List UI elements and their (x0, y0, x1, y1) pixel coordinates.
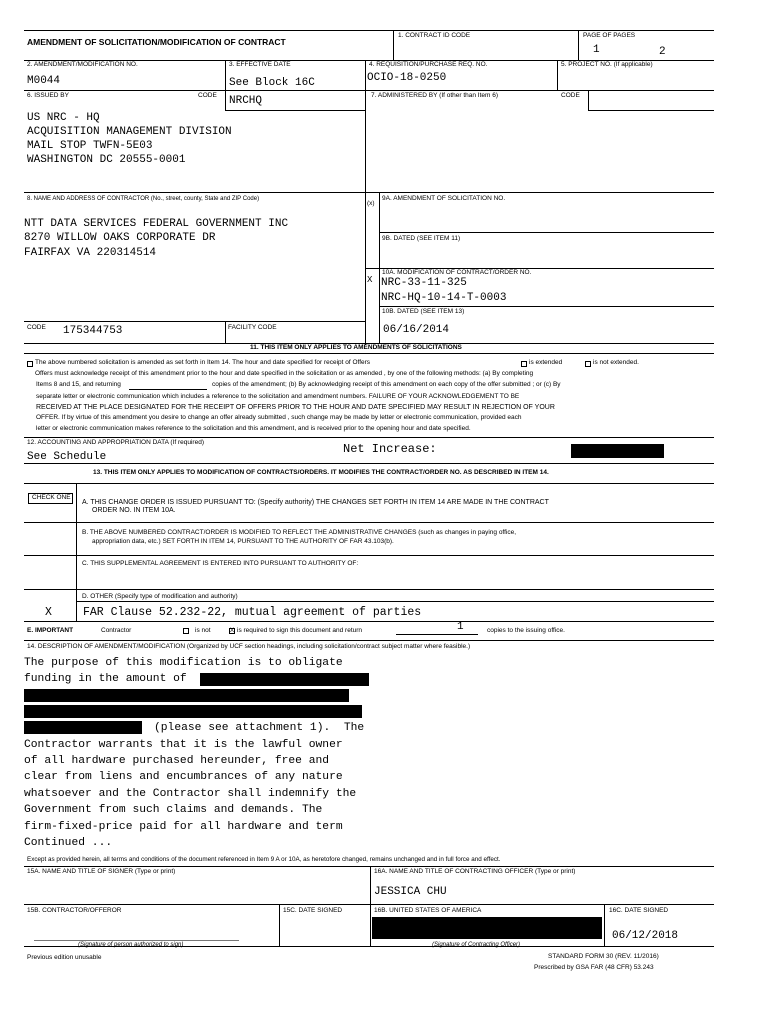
issued-by-line-2: ACQUISITION MANAGEMENT DIVISION (27, 126, 232, 138)
desc-line-2: funding in the amount of (24, 673, 187, 685)
previous-edition-note: Previous edition unusable (27, 954, 102, 961)
date-signed-15c-label: 15C. DATE SIGNED (283, 907, 343, 914)
desc-line-1: The purpose of this modification is to obligate (24, 657, 343, 669)
is-not-checkbox[interactable] (183, 628, 189, 634)
desc-line-5: (please see attachment 1). The (154, 722, 365, 734)
amendment-no-value: M0044 (27, 75, 61, 87)
description-label: 14. DESCRIPTION OF AMENDMENT/MODIFICATION (Organized by UCF section headings, including solicitation/contract subject matter where feasible.) (27, 643, 471, 650)
effective-date-label: 3. EFFECTIVE DATE (229, 61, 291, 68)
redacted-amount-4 (24, 721, 142, 734)
is-not-extended-label: is not extended. (593, 359, 639, 366)
issued-by-code: NRCHQ (229, 95, 263, 107)
contractor-signature-caption: (Signature of person authorized to sign) (78, 942, 184, 948)
item-13c-label: C. THIS SUPPLEMENTAL AGREEMENT IS ENTERED INTO PURSUANT TO AUTHORITY OF: (82, 560, 359, 567)
item-13d-label: D. OTHER (Specify type of modification and authority) (82, 593, 238, 600)
contractor-line-3: FAIRFAX VA 220314514 (24, 247, 157, 259)
col-x-label: (x) (367, 200, 375, 207)
item-11-line-3b: copies of the amendment; (b) By acknowledging receipt of this amendment on each copy of the offer submitted ; or (c) By (212, 381, 561, 388)
requisition-value: OCIO-18-0250 (367, 72, 447, 84)
is-extended-checkbox[interactable] (521, 361, 527, 367)
desc-line-11: firm-fixed-price paid for all hardware and term (24, 821, 343, 833)
desc-line-10: Government from such claims and demands. The (24, 804, 323, 816)
issued-by-code-label: CODE (198, 92, 217, 99)
effective-date-value: See Block 16C (229, 77, 315, 89)
copies-count: 1 (457, 621, 464, 633)
item-13b-line-1: B. THE ABOVE NUMBERED CONTRACT/ORDER IS MODIFIED TO REFLECT THE ADMINISTRATIVE CHANGES (such as changes in paying office, (82, 529, 517, 536)
contractor-offeror-label: 15B. CONTRACTOR/OFFEROR (27, 907, 122, 914)
item-11-heading: 11. THIS ITEM ONLY APPLIES TO AMENDMENTS OF SOLICITATIONS (250, 344, 462, 351)
item-13d-selected-mark: X (45, 606, 52, 619)
item-11-line-4: separate letter or electronic communication which includes a reference to the solicitation and amendment numbers. FAILURE OF YOUR ACKNOWLEDGEMENT TO BE (36, 393, 520, 400)
contractor-address-label: 8. NAME AND ADDRESS OF CONTRACTOR (No., street, county, State and ZIP Code) (27, 196, 260, 202)
mod-selected-mark: X (367, 275, 373, 285)
requisition-label: 4. REQUISITION/PURCHASE REQ. NO. (369, 61, 488, 68)
item-11-line-6: OFFER. If by virtue of this amendment you desire to change an offer already submitted , such change may be made by letter or electronic communication, provided each (36, 414, 522, 421)
item-11-line-7: letter or electronic communication makes reference to the solicitation and this amendment, and is received prior to the opening hour and date specified. (36, 425, 471, 432)
date-signed-16c-label: 16C. DATE SIGNED (609, 907, 669, 914)
important-label: E. IMPORTANT (27, 627, 74, 634)
item-13a-line-2: ORDER NO. IN ITEM 10A. (92, 507, 176, 514)
contracting-officer-name: JESSICA CHU (374, 886, 447, 898)
contractor-code-label: CODE (27, 324, 46, 331)
date-signed-16c-value: 06/12/2018 (612, 930, 679, 942)
item-13b-line-2: appropriation data, etc.) SET FORTH IN ITEM 14, PURSUANT TO THE AUTHORITY OF FAR 43.103(b). (92, 538, 394, 545)
item-11-line-5: RECEIVED AT THE PLACE DESIGNATED FOR THE RECEIPT OF OFFERS PRIOR TO THE HOUR AND DATE SPECIFIED MAY RESULT IN REJECTION OF YOUR (36, 404, 555, 411)
redacted-amount-2 (24, 689, 349, 702)
dated-item-13-value: 06/16/2014 (383, 324, 450, 336)
officer-signature-caption: (Signature of Contracting Officer) (432, 942, 521, 948)
item-11-line-2: Offers must acknowledge receipt of this amendment prior to the hour and date specified in the solicitation or as amended , by one of the following methods: (a) By completing (35, 370, 534, 377)
terms-unchanged-note: Except as provided herein, all terms and conditions of the document referenced in Item 9 A or 10A, as heretofore changed, remains unchanged and in full force and effect. (27, 856, 501, 863)
accounting-data-value: See Schedule (27, 451, 107, 463)
signer-name-label: 15A. NAME AND TITLE OF SIGNER (Type or print) (27, 868, 176, 875)
form-title: AMENDMENT OF SOLICITATION/MODIFICATION OF CONTRACT (27, 37, 286, 47)
item-13a-line-1: A. THIS CHANGE ORDER IS ISSUED PURSUANT TO: (Specify authority) THE CHANGES SET FORTH IN ITEM 14 ARE MADE IN THE CONTRACT (82, 499, 549, 506)
united-states-label: 16B. UNITED STATES OF AMERICA (374, 907, 482, 914)
item-13-heading: 13. THIS ITEM ONLY APPLIES TO MODIFICATION OF CONTRACTS/ORDERS. IT MODIFIES THE CONTRACT/ORDER NO. AS DESCRIBED IN ITEM 14. (93, 469, 549, 476)
amendment-of-solicitation-label: 9A. AMENDMENT OF SOLICITATION NO. (382, 195, 506, 202)
desc-line-7: of all hardware purchased hereunder, free and (24, 755, 330, 767)
page-of-pages-label: PAGE OF PAGES (583, 32, 636, 39)
issued-by-line-4: WASHINGTON DC 20555-0001 (27, 154, 186, 166)
issued-by-label: 6. ISSUED BY (27, 92, 69, 99)
is-required-label: is required to sign this document and return (237, 627, 363, 634)
contracting-officer-name-label: 16A. NAME AND TITLE OF CONTRACTING OFFICER (Type or print) (374, 868, 576, 875)
item-13d-authority: FAR Clause 52.232-22, mutual agreement of parties (83, 606, 422, 619)
mod-contract-order-label: 10A. MODIFICATION OF CONTRACT/ORDER NO. (382, 269, 532, 276)
is-not-extended-checkbox[interactable] (585, 361, 591, 367)
is-required-mark: X (230, 628, 235, 634)
redacted-amount-1 (200, 673, 369, 686)
net-increase-label: Net Increase: (343, 442, 437, 456)
desc-line-6: Contractor warrants that it is the lawful owner (24, 739, 343, 751)
mod-contract-no-2: NRC-HQ-10-14-T-0003 (381, 292, 507, 304)
item-11-checkbox[interactable] (27, 361, 33, 367)
dated-item-11-label: 9B. DATED (SEE ITEM 11) (382, 235, 461, 242)
issued-by-line-3: MAIL STOP TWFN-5E03 (27, 140, 153, 152)
desc-line-9: whatsoever and the Contractor shall indemnify the (24, 788, 357, 800)
project-no-label: 5. PROJECT NO. (If applicable) (561, 61, 653, 68)
amendment-no-label: 2. AMENDMENT/MODIFICATION NO. (27, 61, 138, 68)
contractor-code: 175344753 (63, 325, 123, 337)
dated-item-13-label: 10B. DATED (SEE ITEM 13) (382, 308, 465, 315)
contractor-word: Contractor (101, 627, 132, 634)
redacted-net-increase (571, 444, 664, 458)
contract-id-code-label: 1. CONTRACT ID CODE (398, 32, 471, 39)
redacted-amount-3 (24, 705, 362, 718)
item-11-line-3: Items 8 and 15, and returning (36, 381, 121, 388)
administered-by-label: 7. ADMINISTERED BY (If other than Item 6) (371, 92, 499, 99)
facility-code-label: FACILITY CODE (228, 324, 277, 331)
page-number: 1 (593, 44, 600, 56)
contractor-line-2: 8270 WILLOW OAKS CORPORATE DR (24, 232, 216, 244)
page-total: 2 (659, 46, 666, 58)
administered-by-code-label: CODE (561, 92, 580, 99)
standard-form-label: STANDARD FORM 30 (REV. 11/2016) (548, 953, 659, 960)
desc-line-12: Continued ... (24, 837, 113, 849)
prescribed-by-label: Prescribed by GSA FAR (48 CFR) 53.243 (534, 964, 654, 971)
accounting-data-label: 12. ACCOUNTING AND APPROPRIATION DATA (If required) (27, 439, 204, 446)
check-one-label: CHECK ONE (32, 494, 71, 501)
mod-contract-no-1: NRC-33-11-325 (381, 277, 467, 289)
redacted-officer-signature (372, 917, 602, 939)
desc-line-8: clear from liens and encumbrances of any nature (24, 771, 343, 783)
contractor-line-1: NTT DATA SERVICES FEDERAL GOVERNMENT INC (24, 218, 289, 230)
is-extended-label: is extended (529, 359, 563, 366)
copies-suffix: copies to the issuing office. (487, 627, 565, 634)
issued-by-line-1: US NRC - HQ (27, 112, 100, 124)
is-not-label: is not (195, 627, 211, 634)
item-11-line-1: The above numbered solicitation is amended as set forth in Item 14. The hour and date specified for receipt of Offers (35, 359, 371, 366)
